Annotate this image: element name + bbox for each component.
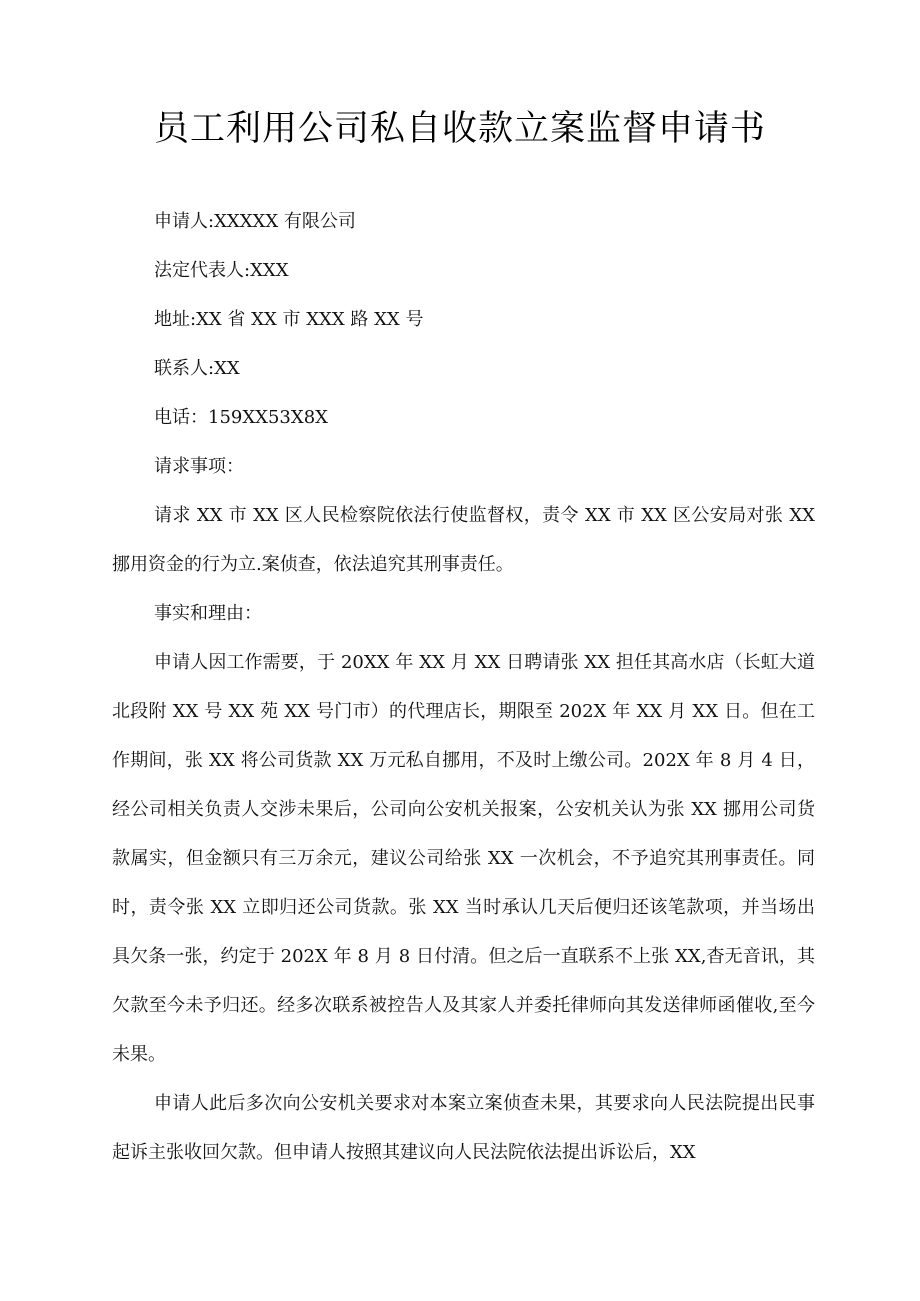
requests-paragraph: 请求 XX 市 XX 区人民检察院依法行使监督权，责令 XX 市 XX 区公安局对张 XX 挪用资金的行为立.案侦查，依法追究其刑事责任。 xyxy=(112,505,815,575)
requests-heading: 请求事项： xyxy=(154,456,244,477)
contact-line: 联系人:XX xyxy=(154,358,240,379)
facts-paragraph-1: 申请人因工作需要，于 20XX 年 XX 月 XX 日聘请张 XX 担任其高水店（长虹大道北段附 XX 号 XX 苑 XX 号门市）的代理店长，期限至 202X 年 XX 月 XX 日。但在工作期间，张 XX 将公司货款 XX 万元私自挪用，不及时上缴公司。202X 年 8 月 4 日，经公司相关负责人交涉未果后，公司向公安机关报案，公安机关认为张 XX 挪用公司货款属实，但金额只有三万余元，建议公司给张 XX 一次机会，不予追究其刑事责任。同时，责令张 XX 立即归还公司货款。张 XX 当时承认几天后便归还该笔款项，并当场出具欠条一张，约定于 202X 年 8 月 8 日付清。但之后一直联系不上张 XX,杳无音讯，其欠款至今未予归还。经多次联系被控告人及其家人并委托律师向其发送律师函催收,至今未果。 xyxy=(112,652,815,1065)
legal-representative-line: 法定代表人:XXX xyxy=(154,260,289,281)
applicant-line: 申请人:XXXXX 有限公司 xyxy=(154,211,356,232)
address-line: 地址:XX 省 XX 市 XXX 路 XX 号 xyxy=(154,309,424,330)
facts-paragraph-2: 申请人此后多次向公安机关要求对本案立案侦查未果，其要求向人民法院提出民事起诉主张收回欠款。但申请人按照其建议向人民法院依法提出诉讼后，XX xyxy=(112,1093,815,1163)
phone-line: 电话：159XX53X8X xyxy=(154,407,328,428)
document-title: 员工利用公司私自收款立案监督申请书 xyxy=(153,109,766,149)
facts-heading: 事实和理由： xyxy=(154,603,262,624)
document-body xyxy=(112,197,815,1177)
